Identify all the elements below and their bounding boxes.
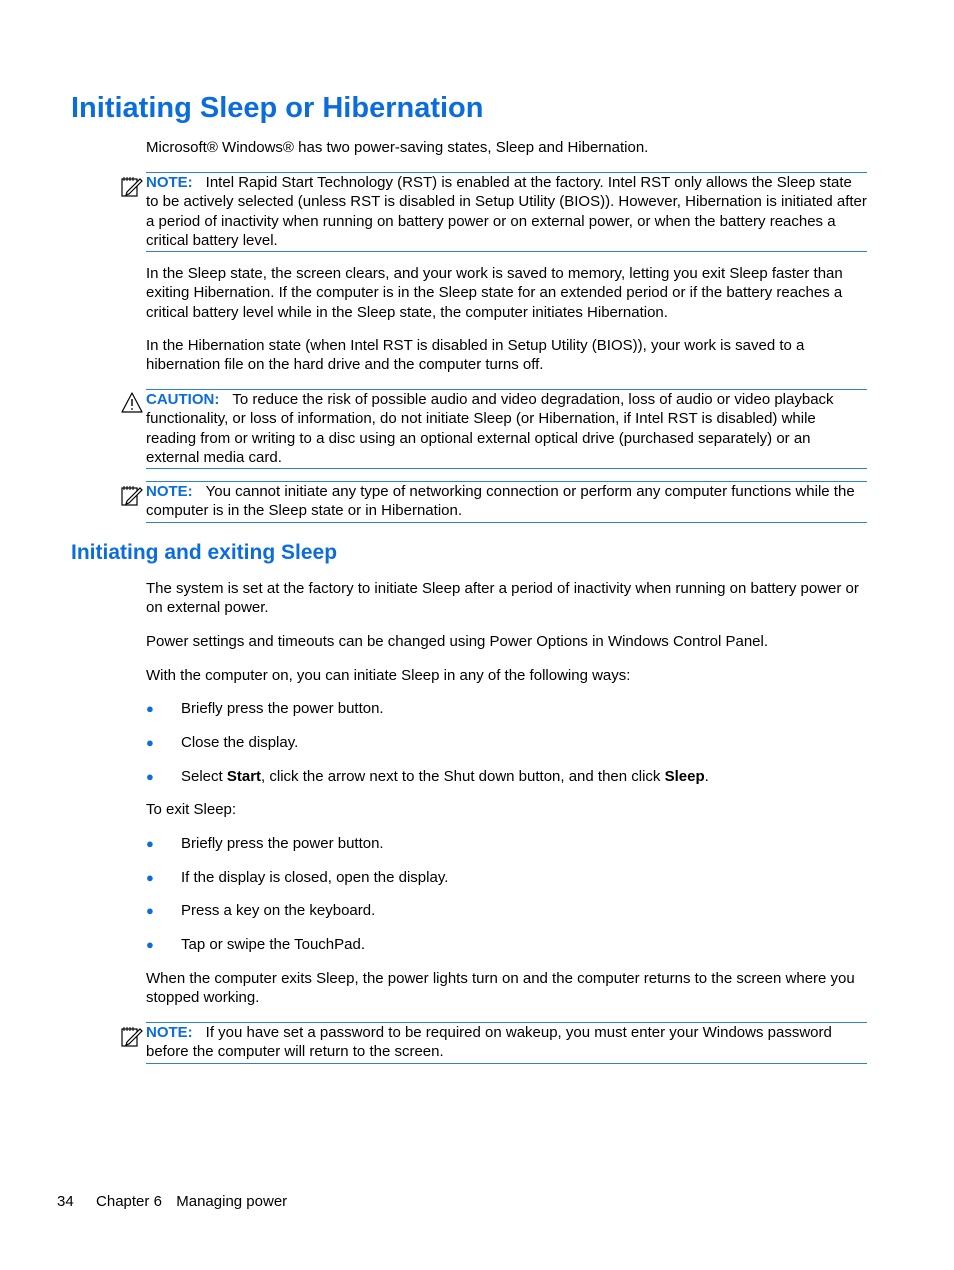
bullet-icon: ● (146, 903, 154, 918)
intro-paragraph: Microsoft® Windows® has two power-saving states, Sleep and Hibernation. (146, 139, 649, 156)
caution-label: CAUTION: (146, 391, 220, 408)
note-text: You cannot initiate any type of networking connection or perform any computer functions while the computer is in the Sleep state or in Hibernation. (146, 483, 855, 520)
bullet-icon: ● (146, 937, 154, 952)
caution-text: To reduce the risk of possible audio and video degradation, loss of audio or video playback functionality, or loss of information, do not initiate Sleep (or Hibernation, if Intel RST is disabled) while reading from or writing to a disc using an optional external optical drive (purchased separately) or an external media card. (146, 391, 834, 466)
bullet-icon: ● (146, 769, 154, 784)
page-number: 34 (57, 1193, 74, 1210)
note-icon (120, 174, 144, 198)
section-title: Initiating and exiting Sleep (71, 541, 338, 564)
chapter-title: Managing power (176, 1193, 288, 1210)
hibernation-paragraph: In the Hibernation state (when Intel RST is disabled in Setup Utility (BIOS)), your work is saved to a hibernation file on the hard drive and the computer turns off. (146, 337, 805, 374)
sleep-paragraph: In the Sleep state, the screen clears, and your work is saved to memory, letting you exit Sleep faster than exiting Hibernation. If the computer is in the Sleep state for an extended period or if the battery reaches a critical battery level while in the Sleep state, the computer initiates Hibernation. (146, 265, 843, 321)
note-label: NOTE: (146, 174, 193, 191)
warning-icon (120, 391, 144, 415)
note-text: If you have set a password to be required on wakeup, you must enter your Windows password before the computer will return to the screen. (146, 1024, 832, 1061)
factory-paragraph: The system is set at the factory to initiate Sleep after a period of inactivity when running on battery power or on external power. (146, 580, 859, 617)
ways-paragraph: With the computer on, you can initiate Sleep in any of the following ways: (146, 667, 631, 684)
bullet-icon: ● (146, 870, 154, 885)
bullet-icon: ● (146, 735, 154, 750)
chapter-label: Chapter 6 (96, 1193, 162, 1210)
note-label: NOTE: (146, 483, 193, 500)
note-icon (120, 1024, 144, 1048)
bullet-icon: ● (146, 836, 154, 851)
exits-paragraph: When the computer exits Sleep, the power lights turn on and the computer returns to the screen where you stopped working. (146, 970, 855, 1007)
page-title: Initiating Sleep or Hibernation (71, 92, 484, 124)
note-box (146, 1022, 867, 1064)
note-icon (120, 483, 144, 507)
caution-box (146, 389, 867, 469)
note-label: NOTE: (146, 1024, 193, 1041)
exit-paragraph: To exit Sleep: (146, 801, 237, 818)
settings-paragraph: Power settings and timeouts can be changed using Power Options in Windows Control Panel. (146, 633, 769, 650)
page-footer (57, 1192, 287, 1211)
note-box (146, 172, 867, 252)
bullet-icon: ● (146, 701, 154, 716)
note-text: Intel Rapid Start Technology (RST) is enabled at the factory. Intel RST only allows the Sleep state to be actively selected (unless RST is disabled in Setup Utility (BIOS)). However, Hibernation is initiated after a period of inactivity when running on battery power or on external power, or when the battery reaches a critical battery level. (146, 174, 867, 249)
note-box (146, 481, 867, 523)
